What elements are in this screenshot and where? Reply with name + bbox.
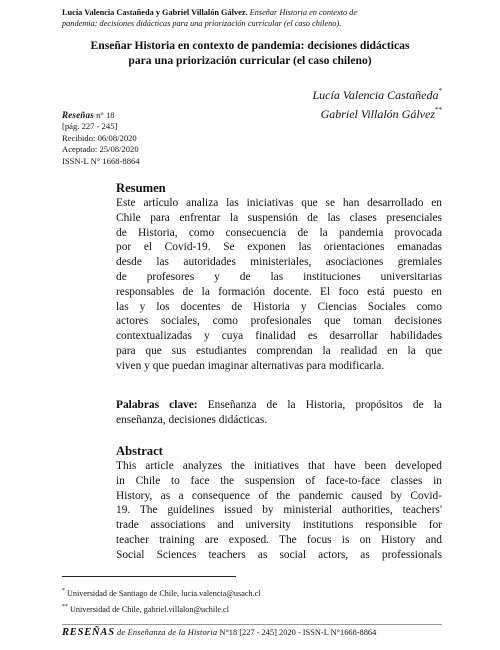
keywords: [116, 398, 442, 428]
author-2-mark: **: [435, 106, 442, 114]
received-date: Recibido: 06/08/2020: [62, 132, 137, 143]
abstract-line: Social Sciences teachers as social actors, as professionals: [116, 548, 442, 561]
page-footer: [62, 628, 442, 638]
resumen-line: actores sociales, como profesionales que toman decisiones: [116, 315, 442, 328]
author-2-name: Gabriel Villalón Gálvez: [320, 107, 435, 121]
resumen-line: Chile para enfrentar la suspensión de las clases presenciales: [116, 211, 442, 224]
footer-rule: [62, 624, 442, 625]
resumen-line: Este artículo analiza las iniciativas que se han desarrollado en: [116, 197, 442, 209]
author-2: [313, 103, 443, 122]
resumen-line: viven y que puedan imaginar alternativas para modificarla.: [116, 359, 385, 372]
resumen-line: responsables de la formación docente. El foco está puesto en: [116, 285, 442, 298]
abstract-line: in Chile to face the suspension of face-to-face classes in: [116, 474, 442, 487]
abstract-heading: Abstract: [116, 444, 163, 458]
article-meta: [62, 110, 140, 167]
resumen-line: de Historia, como consecuencia de la pandemia provocada: [116, 226, 442, 239]
footnote-1-mark: *: [62, 588, 65, 594]
footnote-2-mark: **: [62, 604, 68, 610]
author-list: [313, 84, 443, 122]
abstract-section: [116, 444, 442, 563]
keywords-label: Palabras clave:: [116, 399, 198, 411]
resumen-line: contextualizadas y cuya finalidad es desarrollar habilidades: [116, 330, 442, 343]
footnote-2: [62, 602, 229, 615]
abstract-line: 19. The guidelines issued by ministerial authorities, teachers': [116, 504, 442, 517]
footer-pages: [227 - 245]: [239, 628, 277, 637]
resumen-line: por el Covid-19. Se exponen las orientaciones emanadas: [116, 241, 442, 254]
title-line-2: para una priorización curricular (el caso chileno): [128, 54, 372, 67]
journal-logo-small: Reseñas: [62, 110, 94, 120]
resumen-body: [116, 196, 442, 374]
author-1-mark: *: [438, 87, 442, 95]
abstract-line: teacher training are exposed. The focus is on History and: [116, 533, 442, 546]
author-1-name: Lucía Valencia Castañeda: [312, 88, 439, 102]
footnote-rule: [62, 576, 236, 577]
footnote-2-text: Universidad de Chile, gabriel.villalon@uchile.cl: [70, 605, 229, 614]
journal-subtitle: de Enseñanza de la Historia: [116, 628, 218, 637]
accepted-date: Aceptado: 25/08/2020: [62, 144, 139, 155]
resumen-heading: Resumen: [116, 181, 166, 195]
title-line-1: Enseñar Historia en contexto de pandemia: decisiones didácticas: [90, 39, 410, 52]
footnote-1: [62, 586, 261, 599]
issn: ISSN-L N° 1668-8864: [62, 155, 140, 166]
resumen-line: de profesores y de las instituciones universitarias: [116, 270, 442, 283]
page-range: [pág. 227 - 245]: [62, 121, 118, 132]
abstract-line: This article analyzes the initiatives that have been developed: [116, 460, 442, 472]
footer-year-issn: 2020 - ISSN-L N°1668-8864: [279, 628, 377, 637]
header-citation-2: pandemia: decisiones didácticas para una priorización curricular (el caso chileno).: [62, 18, 342, 28]
resumen-section: [116, 181, 442, 374]
issue-number: n° 18: [96, 110, 115, 120]
resumen-line: desde las autoridades ministeriales, asociaciones gremiales: [116, 256, 442, 269]
journal-logo: RESEÑAS: [62, 627, 115, 638]
footer-issue: N°18: [219, 628, 238, 637]
resumen-line: las y los docentes de Historia y Ciencias Sociales como: [116, 300, 442, 313]
keywords-line-2: enseñanza, decisiones didácticas.: [116, 413, 268, 426]
abstract-line: History, as a consequence of the pandemic caused by Covid-: [116, 489, 442, 502]
header-citation-1: Enseñar Historia en contexto de: [249, 8, 358, 17]
author-1: [313, 84, 443, 103]
abstract-line: trade associations and university institutions responsible for: [116, 519, 442, 532]
footnote-1-text: Universidad de Santiago de Chile, lucia.valencia@usach.cl: [67, 589, 261, 598]
header-authors: Lucía Valencia Castañeda y Gabriel Villalón Gálvez.: [62, 8, 248, 17]
article-title: [60, 38, 440, 68]
abstract-body: [116, 459, 442, 563]
running-header: [62, 8, 442, 29]
resumen-line: para que sus estudiantes comprendan la realidad en la que: [116, 344, 442, 357]
keywords-line-1: Enseñanza de la Historia, propósitos de la: [207, 399, 442, 411]
